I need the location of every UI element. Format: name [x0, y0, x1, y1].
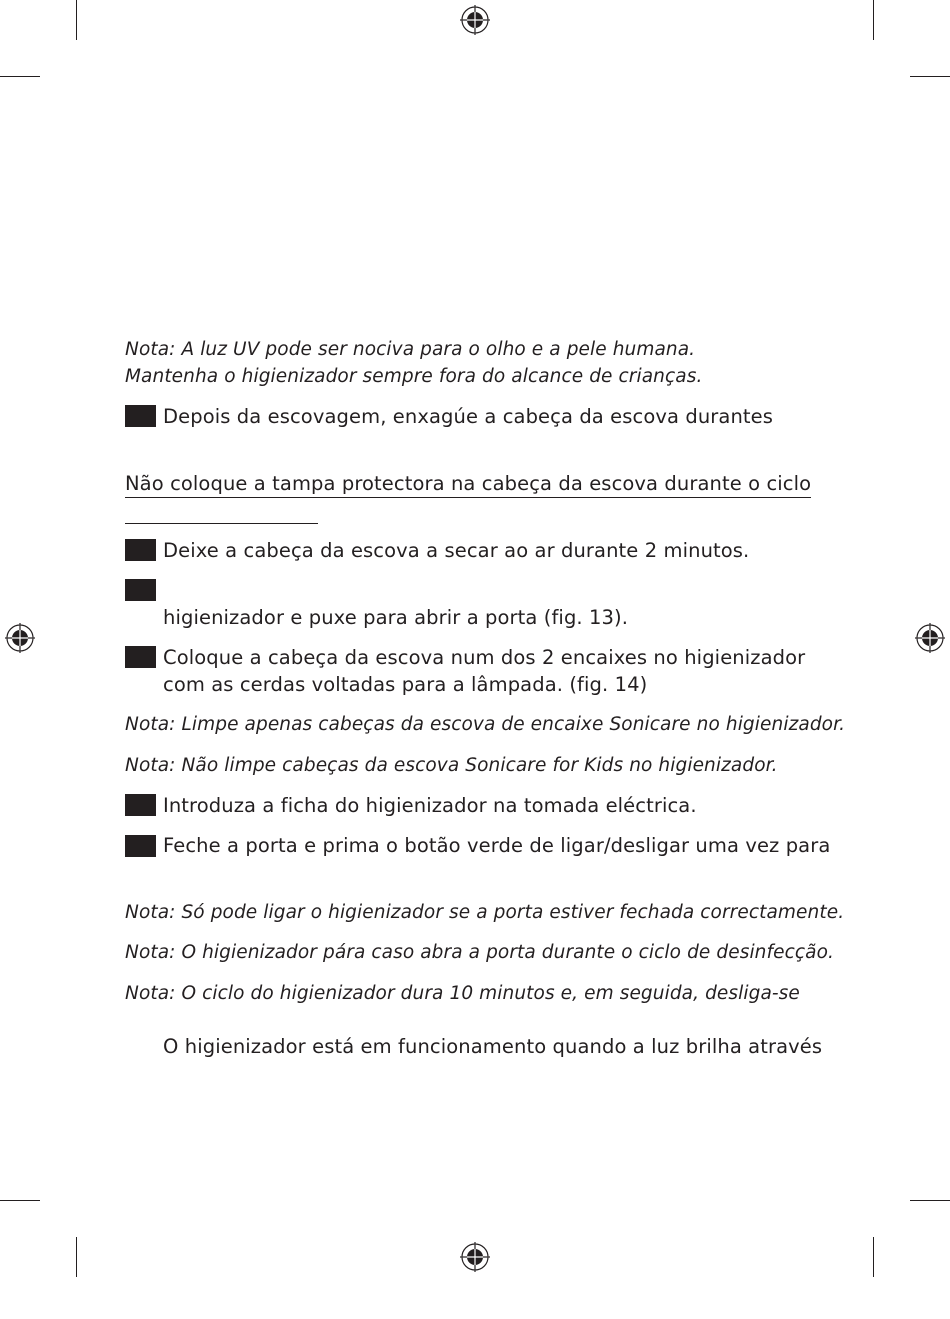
status-light: O higienizador está em funcionamento quando a luz brilha através	[163, 1035, 823, 1058]
step-place-line1: Coloque a cabeça da escova num dos 2 encaixes no higienizador	[163, 646, 806, 669]
note-uv-line1: Nota: A luz UV pode ser nociva para o olho e a pele humana.	[125, 339, 696, 360]
crop-mark-bottom-right	[873, 1237, 874, 1277]
registration-mark-bottom-icon	[460, 1242, 490, 1272]
crop-mark-right-top	[910, 76, 950, 77]
step-rinse: Depois da escovagem, enxagúe a cabeça da escova durantes	[163, 405, 774, 428]
warning-underline-end	[125, 523, 318, 524]
crop-mark-bottom-left	[76, 1237, 77, 1277]
registration-mark-top-icon	[460, 5, 490, 35]
step-number-block	[125, 579, 156, 601]
step-number-block	[125, 835, 156, 857]
note-door-open: Nota: O higienizador pára caso abra a porta durante o ciclo de desinfecção.	[125, 942, 834, 963]
note-uv-line2: Mantenha o higienizador sempre fora do alcance de crianças.	[125, 366, 703, 387]
registration-mark-left-icon	[5, 623, 35, 653]
crop-mark-top-right	[873, 0, 874, 40]
warning-text: Não coloque a tampa protectora na cabeça da escova durante o ciclo	[125, 472, 812, 495]
crop-mark-top-left	[76, 0, 77, 40]
crop-mark-left-bottom	[0, 1200, 40, 1201]
step-open-door: higienizador e puxe para abrir a porta (fig. 13).	[163, 606, 629, 629]
registration-mark-right-icon	[915, 623, 945, 653]
step-place-line2: com as cerdas voltadas para a lâmpada. (fig. 14)	[163, 673, 648, 696]
step-dry: Deixe a cabeça da escova a secar ao ar durante 2 minutos.	[163, 539, 750, 562]
note-kids: Nota: Não limpe cabeças da escova Sonicare for Kids no higienizador.	[125, 755, 778, 776]
step-number-block	[125, 794, 156, 816]
warning-underline	[125, 497, 811, 498]
note-cycle: Nota: O ciclo do higienizador dura 10 minutos e, em seguida, desliga-se	[125, 983, 800, 1004]
crop-mark-left-top	[0, 76, 40, 77]
step-number-block	[125, 405, 156, 427]
step-plug: Introduza a ficha do higienizador na tomada eléctrica.	[163, 794, 697, 817]
note-snap-on: Nota: Limpe apenas cabeças da escova de encaixe Sonicare no higienizador.	[125, 714, 846, 735]
note-door-closed: Nota: Só pode ligar o higienizador se a porta estiver fechada correctamente.	[125, 902, 845, 923]
step-number-block	[125, 646, 156, 668]
step-close-door: Feche a porta e prima o botão verde de ligar/desligar uma vez para	[163, 834, 831, 857]
step-number-block	[125, 539, 156, 561]
crop-mark-right-bottom	[910, 1200, 950, 1201]
